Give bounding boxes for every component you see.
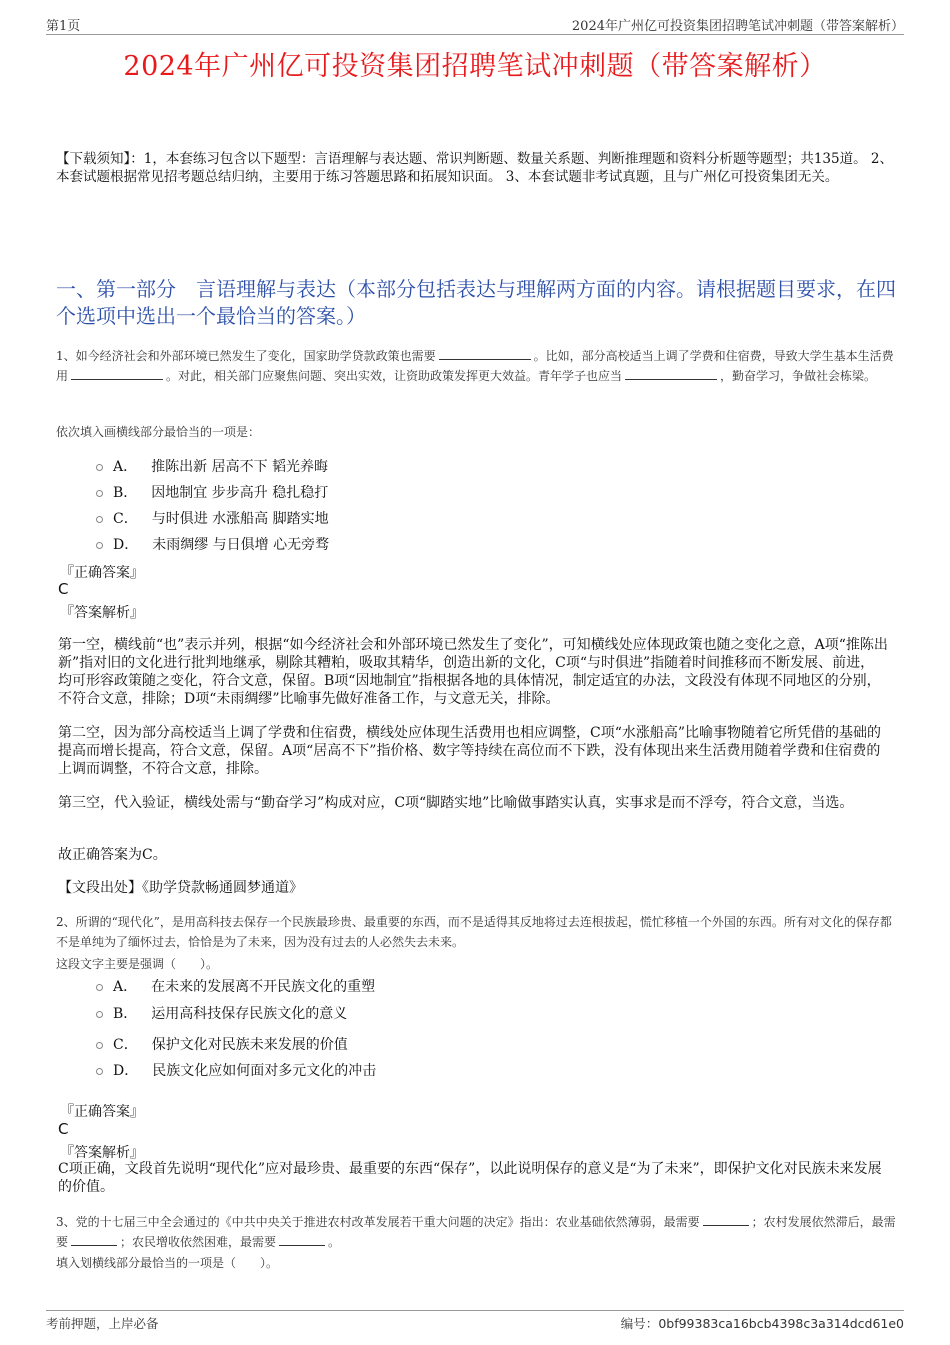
q1-blank-1 (439, 347, 531, 360)
option-key: D． (113, 537, 139, 553)
q1-option-c[interactable] (96, 508, 329, 528)
radio-icon[interactable] (96, 464, 103, 471)
q3-blank-2 (71, 1233, 117, 1246)
q1-option-b[interactable] (96, 482, 328, 502)
footer-slogan: 考前押题，上岸必备 (46, 1316, 159, 1331)
q2-analysis: C项正确，文段首先说明“现代化”应对最珍贵、最重要的东西“保存”，以此说明保存的意义是“为了未来”，即保护文化对民族未来发展的价值。 (58, 1161, 882, 1195)
q2-option-b[interactable] (96, 1003, 347, 1023)
q1-analysis-label: 『答案解析』 (60, 605, 144, 621)
q3-stem-part-a: 3、党的十七届三中全会通过的《中共中央关于推进农村改革发展若干重大问题的决定》指出：农业基础依然薄弱，最需要 (56, 1215, 700, 1229)
footer-rule (46, 1310, 904, 1311)
q1-stem-part-a: 1、如今经济社会和外部环境已然发生了变化，国家助学贷款政策也需要 (56, 349, 436, 363)
q3-stem-part-c: ；农民增收依然困难，最需要 (120, 1235, 277, 1249)
option-text: 因地制宜 步步高升 稳扎稳打 (151, 485, 329, 501)
option-text: 运用高科技保存民族文化的意义 (151, 1006, 348, 1022)
q1-analysis-paragraph-1: 第一空，横线前“也”表示并列，根据“如今经济社会和外部环境已然发生了变化”，可知横线处应体现政策也随之变化之意，A项“推陈出新”指对旧的文化进行批判地继承，剔除其糟粕，吸取其精华，创造出新的文化，C项“与时俱进”指随着时间推移而不断发展、前进，均可形容政策随之变化，符合文意，保留。B项“因地制宜”指根据各地的具体情况，制定适宜的办法，文段没有体现不同地区的分别，不符合文意，排除；D项“未雨绸缪”比喻事先做好准备工作，与文意无关，排除。 (58, 637, 888, 707)
q1-answer: C (58, 580, 69, 598)
question-3-stem (56, 1212, 896, 1252)
option-key: A． (113, 459, 138, 475)
page-number: 第1页 (46, 19, 81, 34)
document-title: 2024年广州亿可投资集团招聘笔试冲刺题（带答案解析） (123, 51, 827, 82)
option-text: 保护文化对民族未来发展的价值 (151, 1037, 348, 1053)
question-1-stem (56, 346, 896, 386)
option-text: 在未来的发展离不开民族文化的重塑 (151, 979, 376, 995)
q2-option-d[interactable] (96, 1060, 376, 1080)
footer-code-label: 编号： (620, 1316, 659, 1331)
option-text: 民族文化应如何面对多元文化的冲击 (152, 1063, 377, 1079)
option-key: C． (113, 1037, 138, 1053)
q2-option-c[interactable] (96, 1034, 348, 1054)
radio-icon[interactable] (96, 1011, 103, 1018)
section-heading: 一、第一部分 言语理解与表达（本部分包括表达与理解两方面的内容。请根据题目要求，在四个选项中选出一个最恰当的答案。） (56, 277, 896, 328)
q1-answer-label: 『正确答案』 (60, 565, 144, 581)
radio-icon[interactable] (96, 490, 103, 497)
radio-icon[interactable] (96, 1042, 103, 1049)
option-key: D． (113, 1063, 139, 1079)
radio-icon[interactable] (96, 516, 103, 523)
q2-analysis-label: 『答案解析』 (60, 1145, 144, 1161)
header-rule (46, 34, 904, 35)
radio-icon[interactable] (96, 1068, 103, 1075)
option-text: 推陈出新 居高不下 韬光养晦 (151, 459, 329, 475)
footer-code (621, 1314, 904, 1332)
q1-option-a[interactable] (96, 456, 328, 476)
radio-icon[interactable] (96, 984, 103, 991)
q1-analysis-paragraph-3: 第三空，代入验证，横线处需与“勤奋学习”构成对应，C项“脚踏实地”比喻做事踏实认真，实事求是而不浮夸，符合文意，当选。 (58, 795, 854, 811)
running-header-title: 2024年广州亿可投资集团招聘笔试冲刺题（带答案解析） (571, 19, 904, 34)
q2-answer-label: 『正确答案』 (60, 1104, 144, 1120)
q1-source: 【文段出处】《助学贷款畅通圆梦通道》 (58, 880, 303, 896)
q1-blank-2 (71, 367, 163, 380)
q2-answer: C (58, 1120, 69, 1138)
q3-blank-3 (279, 1233, 325, 1246)
option-key: A． (113, 979, 138, 995)
q3-prompt: 填入划横线部分最恰当的一项是（ ）。 (56, 1256, 279, 1270)
q3-blank-1 (703, 1213, 749, 1226)
q1-stem-part-b: 。比如，部分高校适当上调了学费和住宿费，导致大学生基本生活费用 (56, 349, 894, 383)
question-2-stem: 2、所谓的“现代化”，是用高科技去保存一个民族最珍贵、最重要的东西，而不是适得其反地将过去连根拔起，慌忙移植一个外国的东西。所有对文化的保存都不是单纯为了缅怀过去，恰恰是为了未来，因为没有过去的人必然失去未来。 (56, 915, 892, 949)
q3-stem-part-b: ；农村发展依然滞后，最需要 (56, 1215, 896, 1249)
option-text: 未雨绸缪 与日俱增 心无旁骛 (152, 537, 330, 553)
q1-stem-part-c: 。对此，相关部门应聚焦问题、突出实效，让资助政策发挥更大效益。青年学子也应当 (166, 369, 623, 383)
radio-icon[interactable] (96, 542, 103, 549)
footer-code-value: 0bf99383ca16bcb4398c3a314dcd61e0 (658, 1316, 904, 1331)
option-key: C． (113, 511, 138, 527)
option-text: 与时俱进 水涨船高 脚踏实地 (151, 511, 329, 527)
download-notice: 【下载须知】：1，本套练习包含以下题型：言语理解与表达题、常识判断题、数量关系题、判断推理题和资料分析题等题型；共135道。 2、本套试题根据常见招考题总结归纳，主要用于练习答题思路和拓展知识面。 3、本套试题非考试真题，且与广州亿可投资集团无关。 (56, 151, 893, 185)
q2-option-a[interactable] (96, 976, 375, 996)
option-key: B． (113, 1006, 138, 1022)
q1-analysis-paragraph-2: 第二空，因为部分高校适当上调了学费和住宿费，横线处应体现生活费用也相应调整，C项“水涨船高”比喻事物随着它所凭借的基础的提高而增长提高，符合文意，保留。A项“居高不下”指价格、数字等持续在高位而不下跌，没有体现出来生活费用随着学费和住宿费的上调而调整，不符合文意，排除。 (58, 725, 882, 777)
q1-option-d[interactable] (96, 534, 329, 554)
q1-analysis-conclusion: 故正确答案为C。 (58, 847, 167, 863)
q2-prompt: 这段文字主要是强调（ ）。 (56, 957, 219, 971)
q1-blank-3 (625, 367, 717, 380)
q1-stem-part-d: ，勤奋学习，争做社会栋梁。 (720, 369, 877, 383)
q1-prompt: 依次填入画横线部分最恰当的一项是： (56, 425, 261, 439)
option-key: B． (113, 485, 138, 501)
q3-stem-part-d: 。 (328, 1235, 341, 1249)
